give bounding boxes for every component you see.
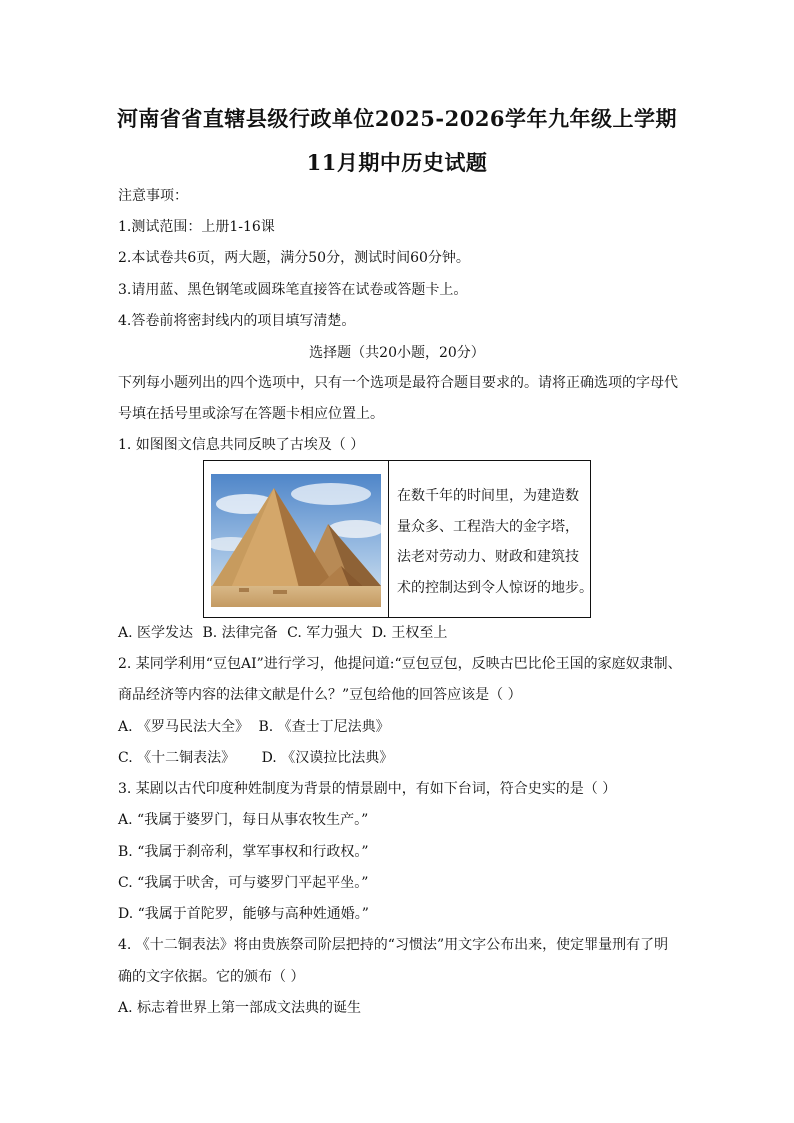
section-instruction-1: 下列每小题列出的四个选项中，只有一个选项是最符合题目要求的。请将正确选项的字母代 <box>118 375 678 391</box>
q1-option-a: A. 医学发达 <box>118 625 194 641</box>
q3-option-b: B. “我属于刹帝利，掌军事权和行政权。” <box>118 844 369 860</box>
q1-option-c: C. 军力强大 <box>287 625 363 641</box>
figure-divider <box>388 461 389 617</box>
q2-stem-2: 商品经济等内容的法律文献是什么？”豆包给他的回答应该是（ ） <box>118 687 522 703</box>
q3-option-a: A. “我属于婆罗门，每日从事农牧生产。” <box>118 812 369 828</box>
note-item: 4.答卷前将密封线内的项目填写清楚。 <box>118 313 356 329</box>
section-instruction-2: 号填在括号里或涂写在答题卡相应位置上。 <box>118 406 384 422</box>
q1-figure-text <box>397 481 593 603</box>
q4-stem-2: 确的文字依据。它的颁布（ ） <box>118 969 305 985</box>
q2-stem-1: 2. 某同学利用“豆包AI”进行学习，他提问道:“豆包豆包，反映古巴比伦王国的家庭奴隶制、 <box>118 656 682 672</box>
q2-option-c: C. 《十二铜表法》 <box>118 750 236 766</box>
q2-option-b: B. 《查士丁尼法典》 <box>258 719 390 735</box>
section-title: 选择题（共20小题，20分） <box>309 345 485 361</box>
q2-option-a: A. 《罗马民法大全》 <box>118 719 250 735</box>
q1-option-d: D. 王权至上 <box>371 625 448 641</box>
doc-title-line2: 11月期中历史试题 <box>306 150 488 175</box>
doc-title-line1: 河南省省直辖县级行政单位2025-2026学年九年级上学期 <box>116 106 678 131</box>
figure-text-line: 术的控制达到令人惊讶的地步。 <box>397 579 593 596</box>
q3-option-c: C. “我属于吠舍，可与婆罗门平起平坐。” <box>118 875 369 891</box>
q2-options-row1 <box>118 717 390 737</box>
note-item: 2.本试卷共6页，两大题，满分50分，测试时间60分钟。 <box>118 250 470 266</box>
figure-text-line: 在数千年的时间里，为建造数 <box>397 488 579 504</box>
q2-option-d: D. 《汉谟拉比法典》 <box>261 750 394 766</box>
q1-option-b: B. 法律完备 <box>202 625 278 641</box>
pyramids-image <box>211 474 381 607</box>
figure-text-line: 量众多、工程浩大的金字塔， <box>397 518 579 535</box>
figure-text-line: 法老对劳动力、财政和建筑技 <box>397 549 579 565</box>
note-item: 3.请用蓝、黑色钢笔或圆珠笔直接答在试卷或答题卡上。 <box>118 282 468 298</box>
q2-options-row2 <box>118 748 393 768</box>
q3-option-d: D. “我属于首陀罗，能够与高种姓通婚。” <box>118 906 369 922</box>
q1-stem: 1. 如图图文信息共同反映了古埃及（ ） <box>118 437 365 453</box>
notes-heading: 注意事项： <box>118 188 188 204</box>
q4-option-a: A. 标志着世界上第一部成文法典的诞生 <box>118 1000 362 1016</box>
q1-figure-table <box>203 460 591 618</box>
q3-stem: 3. 某剧以古代印度种姓制度为背景的情景剧中，有如下台词，符合史实的是（ ） <box>118 781 617 797</box>
q4-stem-1: 4. 《十二铜表法》将由贵族祭司阶层把持的“习惯法”用文字公布出来，使定罪量刑有了明 <box>118 937 669 953</box>
note-item: 1.测试范围：上册1-16课 <box>118 219 275 235</box>
q1-options <box>118 623 447 643</box>
